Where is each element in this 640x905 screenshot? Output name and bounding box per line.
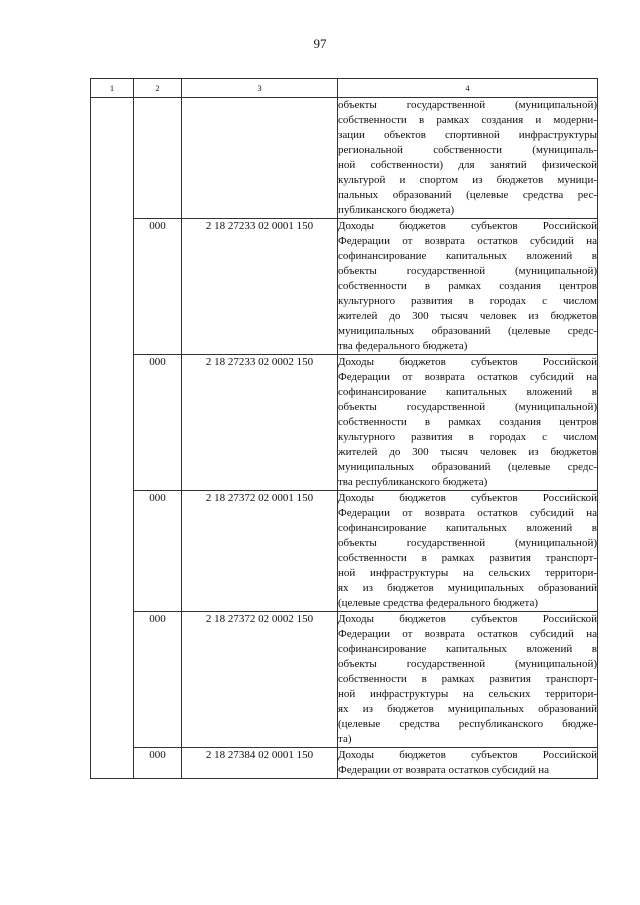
description-cell [338, 491, 598, 612]
description-cell [338, 355, 598, 491]
description-line: тва республиканского бюджета) [338, 476, 488, 488]
description-line: жителей до 300 тысяч человек из бюджетов [338, 446, 597, 458]
description-line: ях из бюджетов муниципальных образований [338, 582, 597, 594]
description-line: Федерации от возврата остатков субсидий на [338, 764, 550, 776]
description-line: софинансирование капитальных вложений в [338, 386, 597, 398]
description-line: ной инфраструктуры на сельских территори- [338, 567, 597, 579]
description-cell [338, 98, 598, 219]
description-cell [338, 219, 598, 355]
empty-column-1-cell [91, 98, 134, 779]
description-line: собственности в рамках создания центров [338, 416, 597, 428]
column-number-1: 1 [91, 79, 134, 98]
budget-code-table [90, 78, 598, 779]
admin-code-cell: 000 [134, 355, 182, 491]
description-line: Федерации от возврата остатков субсидий на [338, 371, 597, 383]
admin-code-cell [134, 98, 182, 219]
description-line: ной инфраструктуры на сельских территори- [338, 688, 597, 700]
description-line: муниципальных образований (целевые средс- [338, 461, 597, 473]
admin-code-cell: 000 [134, 748, 182, 779]
description-line: Доходы бюджетов субъектов Российской [338, 492, 597, 504]
revenue-code-cell [182, 98, 338, 219]
table-row [91, 612, 598, 748]
description-cell [338, 612, 598, 748]
description-line: Федерации от возврата остатков субсидий на [338, 628, 597, 640]
description-line: собственности в рамках развития транспорт- [338, 552, 597, 564]
description-line: объекты государственной (муниципальной) [338, 537, 597, 549]
table-row [91, 355, 598, 491]
description-line: ях из бюджетов муниципальных образований [338, 703, 597, 715]
description-line: Федерации от возврата остатков субсидий на [338, 507, 597, 519]
description-line: Доходы бюджетов субъектов Российской [338, 613, 597, 625]
description-line: собственности в рамках создания и модерни- [338, 114, 597, 126]
description-line: ной собственности) для занятий физической [338, 159, 597, 171]
table-row [91, 98, 598, 219]
description-line: культурой и спортом из бюджетов муници- [338, 174, 597, 186]
description-line: Доходы бюджетов субъектов Российской [338, 356, 597, 368]
column-number-row [91, 79, 598, 98]
description-line: Доходы бюджетов субъектов Российской [338, 220, 597, 232]
description-line: региональной собственности (муниципаль- [338, 144, 597, 156]
description-cell [338, 748, 598, 779]
revenue-code-cell: 2 18 27372 02 0001 150 [182, 491, 338, 612]
revenue-code-cell: 2 18 27372 02 0002 150 [182, 612, 338, 748]
description-line: собственности в рамках создания центров [338, 280, 597, 292]
description-line: софинансирование капитальных вложений в [338, 250, 597, 262]
description-line: Доходы бюджетов субъектов Российской [338, 749, 597, 761]
description-line: культурного развития в городах с числом [338, 431, 597, 443]
description-line: (целевые средства федерального бюджета) [338, 597, 538, 609]
description-line: Федерации от возврата остатков субсидий на [338, 235, 597, 247]
admin-code-cell: 000 [134, 491, 182, 612]
description-line: та) [338, 733, 352, 745]
table-row [91, 748, 598, 779]
description-line: (целевые средства республиканского бюдже- [338, 718, 597, 730]
description-line: пальных образований (целевые средства рес- [338, 189, 597, 201]
column-number-4: 4 [338, 79, 598, 98]
column-number-3: 3 [182, 79, 338, 98]
description-line: муниципальных образований (целевые средс- [338, 325, 597, 337]
description-line: объекты государственной (муниципальной) [338, 658, 597, 670]
table-body [91, 79, 598, 779]
table-row [91, 491, 598, 612]
revenue-code-cell: 2 18 27233 02 0002 150 [182, 355, 338, 491]
description-line: культурного развития в городах с числом [338, 295, 597, 307]
revenue-code-cell: 2 18 27384 02 0001 150 [182, 748, 338, 779]
description-line: объекты государственной (муниципальной) [338, 99, 597, 111]
description-line: собственности в рамках развития транспорт- [338, 673, 597, 685]
description-line: публиканского бюджета) [338, 204, 455, 216]
description-line: софинансирование капитальных вложений в [338, 643, 597, 655]
description-line: объекты государственной (муниципальной) [338, 265, 597, 277]
description-line: объекты государственной (муниципальной) [338, 401, 597, 413]
admin-code-cell: 000 [134, 612, 182, 748]
page-number: 97 [313, 36, 327, 51]
revenue-code-cell: 2 18 27233 02 0001 150 [182, 219, 338, 355]
table-row [91, 219, 598, 355]
admin-code-cell: 000 [134, 219, 182, 355]
description-line: жителей до 300 тысяч человек из бюджетов [338, 310, 597, 322]
description-line: зации объектов спортивной инфраструктуры [338, 129, 597, 141]
column-number-2: 2 [134, 79, 182, 98]
description-line: тва федерального бюджета) [338, 340, 468, 352]
description-line: софинансирование капитальных вложений в [338, 522, 597, 534]
